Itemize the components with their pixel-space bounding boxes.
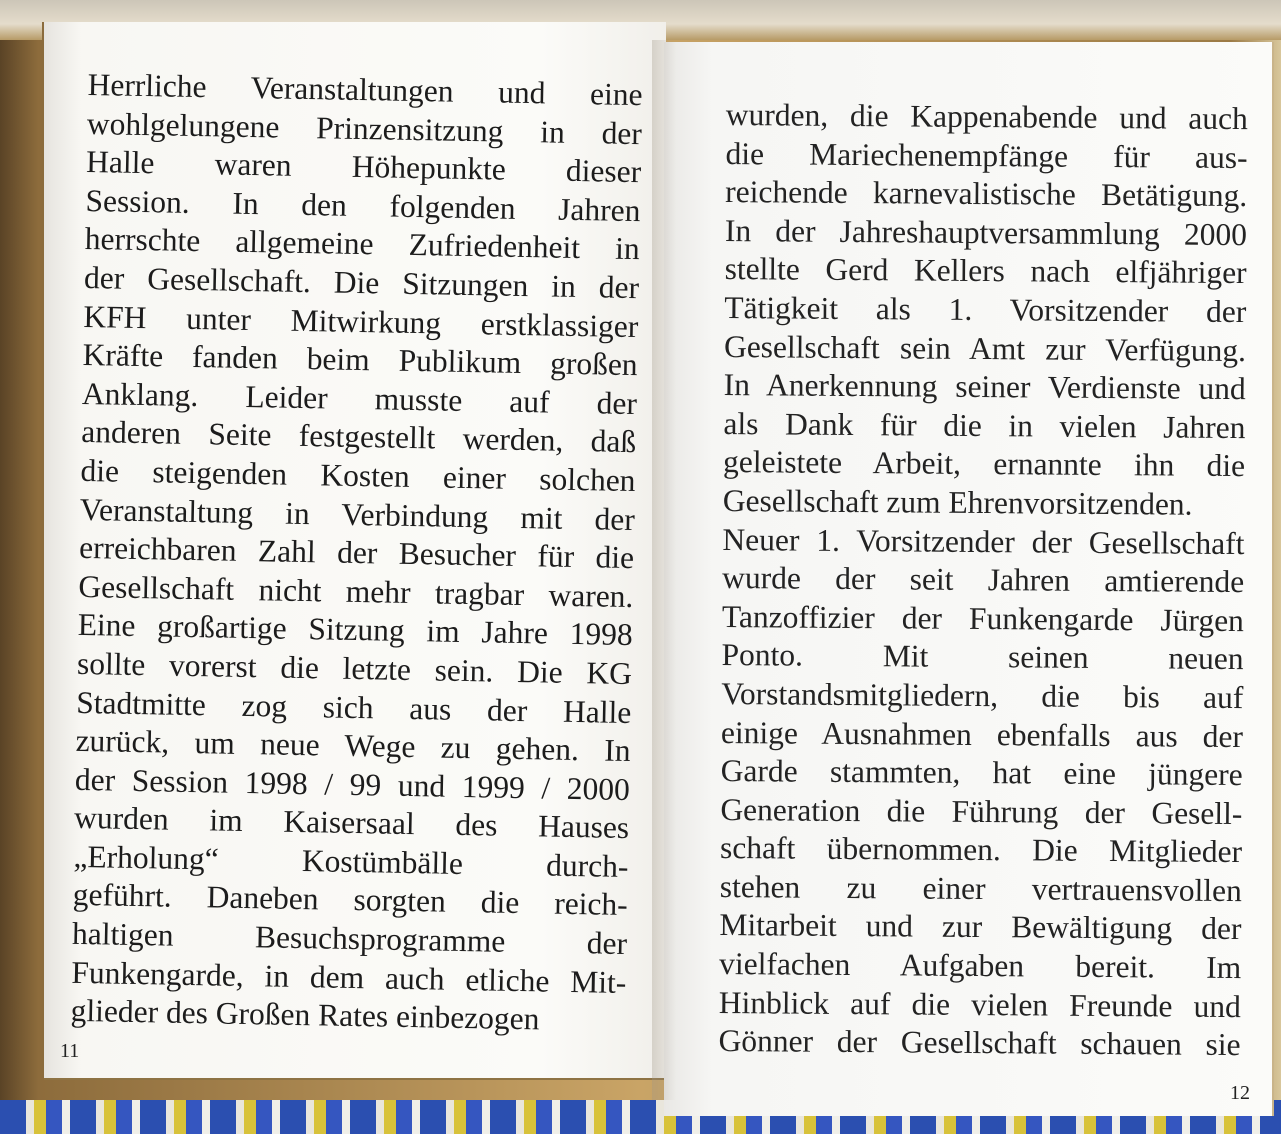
text-line: Generation die Führung der Gesell- xyxy=(720,791,1243,831)
text-line: Tanzoffizier der Funkengarde Jürgen xyxy=(721,598,1245,638)
text-line: die steigenden Kosten einer solchen xyxy=(80,452,636,499)
text-line: der Session 1998 / 99 und 1999 / 2000 xyxy=(74,761,631,807)
text-line: Gesellschaft zum Ehrenvorsitzenden. xyxy=(722,482,1193,522)
text-line: die Mariechenempfänge für aus- xyxy=(725,135,1248,175)
text-line: Kräfte fanden beim Publikum großen xyxy=(82,337,638,383)
text-line: Tätigkeit als 1. Vorsitzender der xyxy=(724,289,1247,330)
text-line: wurden, die Kappenabende und auch xyxy=(725,96,1248,137)
text-line: Eine großartige Sitzung im Jahre 1998 xyxy=(77,607,633,653)
text-line: anderen Seite festgestellt werden, daß xyxy=(80,414,637,460)
text-line: Vorstandsmitgliedern, die bis auf xyxy=(721,675,1244,715)
text-line: sollte vorerst die letzte sein. Die KG xyxy=(76,645,633,691)
text-line: Session. In den folgenden Jahren xyxy=(85,182,641,228)
left-page-text xyxy=(70,66,643,1041)
text-line: Gesellschaft nicht mehr tragbar waren. xyxy=(78,568,634,614)
text-line: zurück, um neue Wege zu gehen. In xyxy=(75,722,631,769)
text-line: glieder des Großen Rates einbezogen xyxy=(70,993,540,1037)
text-line: Veranstaltung in Verbindung mit der xyxy=(79,491,636,537)
text-line: haltigen Besuchsprogramme der xyxy=(71,915,628,962)
text-line: Garde stammten, hat eine jüngere xyxy=(720,753,1243,793)
text-line: reichende karnevalistische Betätigung. xyxy=(725,174,1248,214)
text-line: Mitarbeit und zur Bewältigung der xyxy=(719,907,1242,947)
text-line: Herrliche Veranstaltungen und eine xyxy=(87,66,643,113)
text-line: Gesellschaft sein Amt zur Verfügung. xyxy=(723,328,1247,368)
text-line: einige Ausnahmen ebenfalls aus der xyxy=(720,714,1244,754)
text-line: geleistete Arbeit, ernannte ihn die xyxy=(722,444,1246,484)
page-number-right: 12 xyxy=(1230,1082,1250,1104)
text-line: Gönner der Gesellschaft schauen sie xyxy=(718,1023,1241,1063)
book-gutter xyxy=(652,40,676,1100)
text-line: wurden im Kaisersaal des Hauses xyxy=(73,800,630,846)
text-line: vielfachen Aufgaben bereit. Im xyxy=(719,946,1242,986)
text-line: Anklang. Leider musste auf der xyxy=(81,375,638,421)
text-line: Funkengarde, in dem auch etliche Mit- xyxy=(71,954,627,1000)
text-line: In Anerkennung seiner Verdienste und xyxy=(723,367,1246,407)
right-page-text xyxy=(718,96,1248,1065)
text-line: KFH unter Mitwirkung erstklassiger xyxy=(83,298,639,344)
text-line: der Gesellschaft. Die Sitzungen in der xyxy=(83,259,640,306)
text-line: In der Jahreshauptversammlung 2000 xyxy=(724,212,1248,252)
text-line: schaft übernommen. Die Mitglieder xyxy=(719,830,1243,870)
text-line: Neuer 1. Vorsitzender der Gesellschaft xyxy=(722,521,1245,561)
text-line: als Dank für die in vielen Jahren xyxy=(723,405,1246,445)
text-line: „Erholung“ Kostümbälle durch- xyxy=(73,838,629,884)
text-line: Ponto. Mit seinen neuen xyxy=(721,637,1244,677)
text-line: Hinblick auf die vielen Freunde und xyxy=(718,984,1242,1024)
text-line: wohlgelungene Prinzensitzung in der xyxy=(86,105,643,151)
text-line: stehen zu einer vertrauensvollen xyxy=(719,868,1242,908)
text-line: stellte Gerd Kellers nach elfjähriger xyxy=(724,251,1247,291)
text-line: herrschte allgemeine Zufriedenheit in xyxy=(84,221,641,267)
text-line: erreichbaren Zahl der Besucher für die xyxy=(78,530,635,576)
page-number-left: 11 xyxy=(60,1040,80,1062)
text-line: Stadtmitte zog sich aus der Halle xyxy=(76,684,632,730)
text-line: Halle waren Höhepunkte dieser xyxy=(85,144,642,190)
text-line: wurde der seit Jahren amtierende xyxy=(722,560,1245,600)
text-line: geführt. Daneben sorgten die reich- xyxy=(72,877,629,923)
